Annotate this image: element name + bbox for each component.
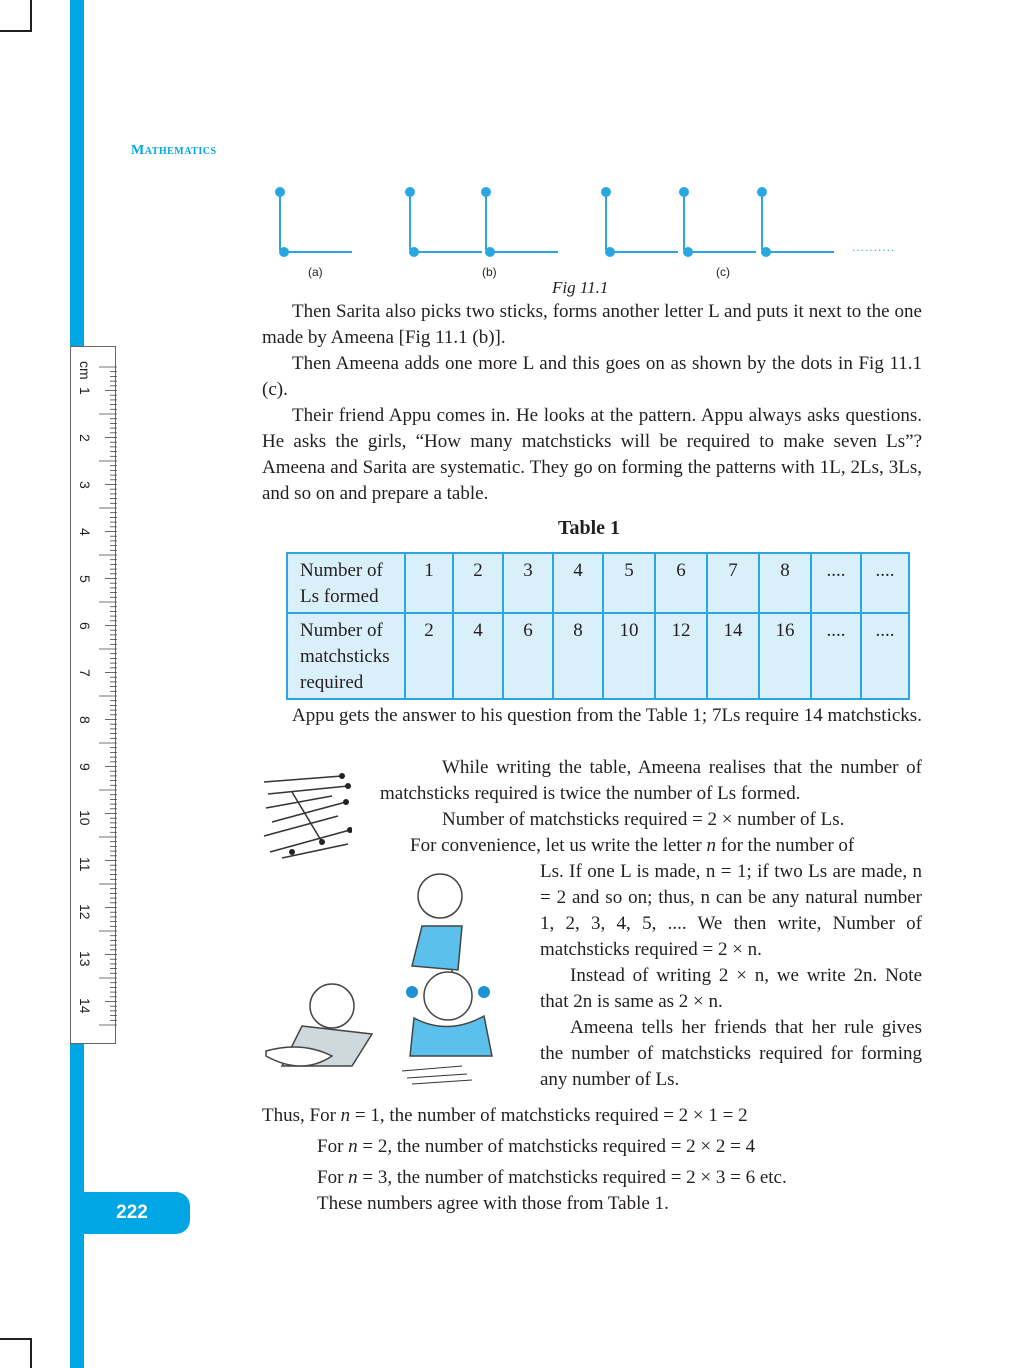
variable-n: n	[348, 1167, 358, 1188]
table-cell: 2	[453, 553, 503, 613]
variable-n: n	[340, 1105, 351, 1126]
figure-label-b: (b)	[482, 265, 497, 279]
math-line	[317, 1165, 787, 1191]
table-cell: 10	[603, 613, 655, 699]
paragraph: While writing the table, Ameena realises that the number of matchsticks required is twice the number of Ls formed.	[380, 757, 922, 804]
table-cell: ....	[861, 553, 909, 613]
math-line: These numbers agree with those from Table 1.	[317, 1193, 669, 1214]
row-header: Number of matchsticks required	[287, 613, 405, 699]
table-cell: 12	[655, 613, 707, 699]
row-header: Number of Ls formed	[287, 553, 405, 613]
table-title-text: Table 1	[558, 517, 621, 539]
ruler-number: 11	[77, 857, 93, 872]
math-line	[262, 1103, 748, 1129]
crop-mark	[30, 1338, 32, 1368]
table-cell: 16	[759, 613, 811, 699]
table-cell: 6	[655, 553, 707, 613]
variable-n: n	[706, 835, 717, 856]
table-cell: 14	[707, 613, 759, 699]
figure-caption: Fig 11.1	[552, 278, 609, 297]
ruler-ticks	[71, 347, 117, 1045]
ruler-unit: cm	[77, 361, 93, 380]
math-line	[317, 1134, 755, 1160]
table-cell: ....	[811, 613, 861, 699]
ruler-number: 13	[77, 951, 93, 967]
ruler-number: 7	[77, 669, 93, 677]
table-row	[287, 553, 909, 613]
ruler-number: 4	[77, 528, 93, 536]
text-run: For	[317, 1167, 349, 1188]
paragraph: Then Sarita also picks two sticks, forms another letter L and puts it next to the one made by Ameena [Fig 11.1 (b)].	[262, 301, 922, 348]
table-cell: 7	[707, 553, 759, 613]
paragraph: Ls. If one L is made, n = 1; if two Ls are made, n = 2 and so on; thus, n can be any natural number 1, 2, 3, 4, 5, .... We then write, Number of matchsticks required = 2 × n.	[540, 861, 922, 960]
text-run: = 3, the number of matchsticks required = 2 × 3 = 6 etc.	[362, 1167, 787, 1188]
crop-mark	[0, 1338, 30, 1340]
ruler-number: 6	[77, 622, 93, 630]
paragraph: Appu gets the answer to his question from the Table 1; 7Ls require 14 matchsticks.	[292, 705, 922, 726]
ruler-number: 1	[77, 387, 93, 395]
paragraph	[410, 833, 922, 859]
data-table	[286, 552, 910, 700]
table-cell: 1	[405, 553, 453, 613]
figure-label-a: (a)	[308, 265, 323, 279]
page-number: 222	[116, 1202, 148, 1223]
text-run: For convenience, let us write the letter	[410, 835, 707, 856]
text-run: Thus, For	[262, 1105, 341, 1126]
table-cell: 3	[503, 553, 553, 613]
table-cell: ....	[811, 553, 861, 613]
continuation-dots: ..........	[852, 240, 896, 254]
ruler-number: 14	[77, 998, 93, 1014]
children-illustration	[262, 866, 532, 1096]
ruler-number: 5	[77, 575, 93, 583]
table-cell: 6	[503, 613, 553, 699]
ruler-number: 8	[77, 716, 93, 724]
paragraph: Ameena tells her friends that her rule gives the number of matchsticks required for forming any number of Ls.	[540, 1017, 922, 1090]
table-cell: 8	[759, 553, 811, 613]
ruler	[70, 346, 116, 1044]
ruler-number: 10	[77, 810, 93, 826]
paragraph: Number of matchsticks required = 2 × number of Ls.	[442, 809, 845, 830]
ruler-number: 2	[77, 434, 93, 442]
page-number-badge	[84, 1192, 190, 1234]
table-row	[287, 613, 909, 699]
matchstick-figure	[262, 180, 922, 280]
subject-header: Mathematics	[131, 143, 217, 158]
matchstick-pile-image	[262, 772, 352, 862]
paragraph: Then Ameena adds one more L and this goes on as shown by the dots in Fig 11.1 (c).	[262, 353, 922, 400]
table-cell: 5	[603, 553, 655, 613]
paragraph: Instead of writing 2 × n, we write 2n. Note that 2n is same as 2 × n.	[540, 965, 922, 1012]
ruler-number: 9	[77, 763, 93, 771]
text-run: For	[317, 1136, 349, 1157]
crop-mark	[0, 30, 30, 32]
ruler-number: 3	[77, 481, 93, 489]
text-run: = 2, the number of matchsticks required = 2 × 2 = 4	[362, 1136, 756, 1157]
ruler-number: 12	[77, 904, 93, 920]
table-cell: 4	[553, 553, 603, 613]
text-run: for the number of	[716, 835, 855, 856]
table-cell: 4	[453, 613, 503, 699]
crop-mark	[30, 0, 32, 32]
left-margin	[0, 0, 70, 1368]
table-cell: 8	[553, 613, 603, 699]
paragraph: Their friend Appu comes in. He looks at the pattern. Appu always asks questions. He asks the girls, “How many matchsticks will be required to make seven Ls”? Ameena and Sarita are systematic. They go on forming the patterns with 1L, 2Ls, 3Ls, and so on and prepare a table.	[262, 405, 922, 504]
variable-n: n	[348, 1136, 358, 1157]
table-cell: ....	[861, 613, 909, 699]
figure-label-c: (c)	[716, 265, 730, 279]
text-run: = 1, the number of matchsticks required = 2 × 1 = 2	[354, 1105, 748, 1126]
table-cell: 2	[405, 613, 453, 699]
